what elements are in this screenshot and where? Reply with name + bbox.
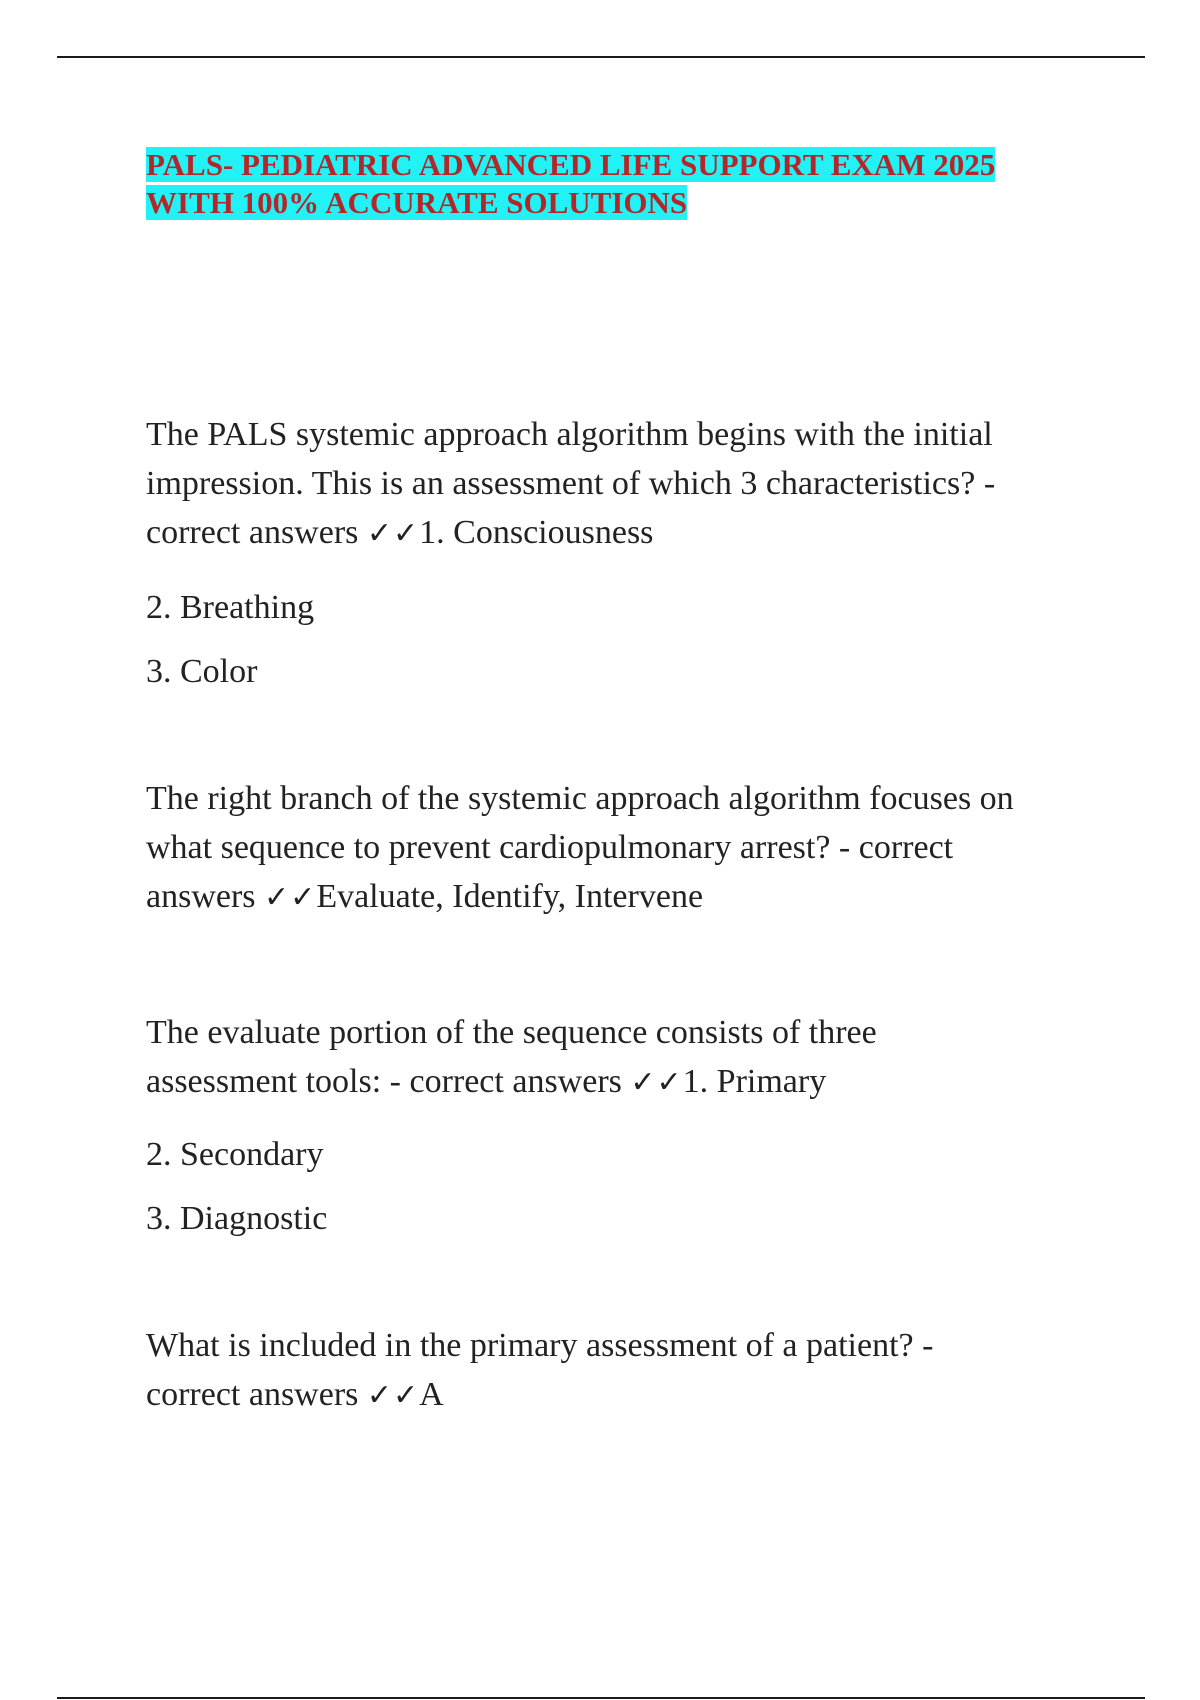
question-block-2 [146,774,1086,922]
bottom-divider [57,1697,1145,1699]
question-line: The evaluate portion of the sequence consists of three [146,1014,877,1051]
question-block-4 [146,1321,1086,1420]
double-checkmark-icon: ✓✓ [366,516,420,551]
answer-item: 2. Secondary [146,1136,324,1173]
answer-first: 1. Consciousness [419,514,654,551]
top-divider [57,56,1145,58]
question-line: answers [146,878,265,915]
answer-first: A [419,1376,444,1413]
answer-first: 1. Primary [682,1063,827,1100]
question-line: assessment tools: - correct answers [146,1063,631,1100]
answer-item: 3. Color [146,653,258,690]
question-block-3 [146,1008,1086,1107]
question-text [146,1321,1086,1420]
question-line: The right branch of the systemic approach algorithm focuses on [146,780,1014,817]
double-checkmark-icon: ✓✓ [630,1065,683,1100]
title-line-1: PALS- PEDIATRIC ADVANCED LIFE SUPPORT EXAM 2025 [146,147,996,182]
answer-first: Evaluate, Identify, Intervene [316,878,704,915]
question-line: what sequence to prevent cardiopulmonary arrest? - correct [146,829,954,866]
question-line: impression. This is an assessment of which 3 characteristics? - [146,465,996,502]
question-line: The PALS systemic approach algorithm begins with the initial [146,416,993,453]
document-title [146,146,1086,222]
question-line: correct answers [146,514,367,551]
question-text [146,774,1086,922]
title-line-2: WITH 100% ACCURATE SOLUTIONS [146,185,688,220]
double-checkmark-icon: ✓✓ [264,880,317,915]
question-line: correct answers [146,1376,367,1413]
question-block-1 [146,410,1086,558]
answer-item: 3. Diagnostic [146,1200,328,1237]
question-text [146,410,1086,558]
question-line: What is included in the primary assessment of a patient? - [146,1327,934,1364]
answer-item: 2. Breathing [146,589,315,626]
question-text [146,1008,1086,1107]
double-checkmark-icon: ✓✓ [366,1378,420,1413]
